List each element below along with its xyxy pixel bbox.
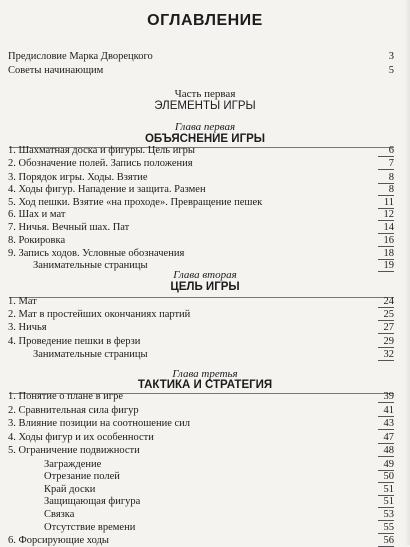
entry-text: 3. Влияние позиции на соотношение сил bbox=[8, 418, 191, 429]
toc-entry[interactable] bbox=[8, 471, 394, 483]
chapter-title: ТАКТИКА И СТРАТЕГИЯ bbox=[137, 379, 273, 391]
part-title: ЭЛЕМЕНТЫ ИГРЫ bbox=[154, 100, 256, 112]
entry-page-number: 11 bbox=[383, 197, 394, 208]
page-number-rule bbox=[378, 220, 394, 221]
entry-text: 5. Ограничение подвижности bbox=[8, 445, 140, 456]
entry-text: 3. Порядок игры. Ходы. Взятие bbox=[8, 172, 148, 183]
page-number-rule bbox=[378, 402, 394, 403]
chapter-label: Глава первая bbox=[174, 121, 236, 133]
entry-text: 8. Рокировка bbox=[8, 235, 66, 246]
toc-entry[interactable] bbox=[8, 248, 394, 260]
page-number-rule bbox=[378, 246, 394, 247]
entry-page-number: 53 bbox=[383, 509, 394, 520]
entry-page-number: 39 bbox=[383, 391, 394, 402]
toc-entry[interactable] bbox=[8, 336, 394, 348]
page-number-rule bbox=[378, 347, 394, 348]
page-number-rule bbox=[378, 443, 394, 444]
page-number-rule bbox=[378, 320, 394, 321]
page-number-rule bbox=[378, 195, 394, 196]
entry-text: 1. Шахматная доска и фигуры. Цель игры bbox=[8, 145, 195, 156]
page-number-rule bbox=[378, 416, 394, 417]
entry-text: Советы начинающим bbox=[8, 65, 104, 76]
entry-text: Отсутствие времени bbox=[44, 522, 136, 533]
entry-page-number: 5 bbox=[388, 65, 394, 76]
toc-entry[interactable] bbox=[8, 484, 394, 496]
front-matter-entry[interactable] bbox=[8, 65, 394, 77]
toc-entry[interactable] bbox=[8, 432, 394, 444]
toc-entry[interactable] bbox=[8, 522, 394, 534]
entry-text: 4. Ходы фигур. Нападение и защита. Размен bbox=[8, 184, 206, 195]
chapter-title: ЦЕЛЬ ИГРЫ bbox=[170, 281, 240, 293]
page-number-rule bbox=[378, 482, 394, 483]
page-number-rule bbox=[378, 520, 394, 521]
chapter-label: Глава вторая bbox=[173, 269, 237, 281]
toc-entry[interactable] bbox=[8, 496, 394, 508]
page-number-rule bbox=[378, 233, 394, 234]
page-number-rule bbox=[378, 307, 394, 308]
entry-text: 1. Понятие о плане в игре bbox=[8, 391, 123, 402]
toc-entry[interactable] bbox=[8, 418, 394, 430]
entry-page-number: 12 bbox=[383, 209, 394, 220]
entry-text: 5. Ход пешки. Взятие «на проходе». Превращение пешек bbox=[8, 197, 263, 208]
toc-entry[interactable] bbox=[8, 535, 394, 547]
entry-page-number: 8 bbox=[388, 172, 394, 183]
entry-page-number: 7 bbox=[388, 158, 394, 169]
toc-entry[interactable] bbox=[8, 145, 394, 157]
entry-text: Занимательные страницы bbox=[33, 349, 148, 360]
entry-text: 2. Мат в простейших окончаниях партий bbox=[8, 309, 191, 320]
entry-page-number: 25 bbox=[383, 309, 394, 320]
toc-entry[interactable] bbox=[8, 172, 394, 184]
entry-text: 4. Проведение пешки в ферзи bbox=[8, 336, 141, 347]
toc-entry[interactable] bbox=[8, 509, 394, 521]
entry-text: 6. Форсирующие ходы bbox=[8, 535, 109, 546]
page-number-rule bbox=[378, 507, 394, 508]
entry-page-number: 3 bbox=[388, 51, 394, 62]
entry-text: Связка bbox=[44, 509, 75, 520]
entry-text: 4. Ходы фигур и их особенности bbox=[8, 432, 154, 443]
toc-entry[interactable] bbox=[8, 309, 394, 321]
entry-text: 7. Ничья. Вечный шах. Пат bbox=[8, 222, 130, 233]
page-number-rule bbox=[378, 333, 394, 334]
entry-page-number: 6 bbox=[388, 145, 394, 156]
entry-page-number: 47 bbox=[383, 432, 394, 443]
toc-entry[interactable] bbox=[8, 184, 394, 196]
entry-page-number: 55 bbox=[383, 522, 394, 533]
entry-page-number: 51 bbox=[383, 496, 394, 507]
entry-page-number: 14 bbox=[383, 222, 394, 233]
front-matter-entry[interactable] bbox=[8, 51, 394, 63]
toc-entry[interactable] bbox=[8, 322, 394, 334]
entry-page-number: 27 bbox=[383, 322, 394, 333]
entry-text: 3. Ничья bbox=[8, 322, 47, 333]
entry-text: 2. Сравнительная сила фигур bbox=[8, 405, 139, 416]
entry-text: Предисловие Марка Дворецкого bbox=[8, 51, 153, 62]
entry-page-number: 51 bbox=[383, 484, 394, 495]
entry-page-number: 18 bbox=[383, 248, 394, 259]
entry-page-number: 32 bbox=[383, 349, 394, 360]
chapter-title: ОБЪЯСНЕНИЕ ИГРЫ bbox=[144, 133, 266, 145]
toc-entry[interactable] bbox=[8, 296, 394, 308]
entry-page-number: 24 bbox=[383, 296, 394, 307]
entry-page-number: 29 bbox=[383, 336, 394, 347]
toc-entry[interactable] bbox=[8, 405, 394, 417]
entry-page-number: 8 bbox=[388, 184, 394, 195]
page-title: ОГЛАВЛЕНИЕ bbox=[147, 12, 263, 29]
entry-text: 2. Обозначение полей. Запись положения bbox=[8, 158, 193, 169]
page-number-rule bbox=[378, 456, 394, 457]
entry-text: 9. Запись ходов. Условные обозначения bbox=[8, 248, 185, 259]
page-edge-shadow bbox=[404, 0, 410, 545]
entry-text: Защищающая фигура bbox=[44, 496, 141, 507]
part-label: Часть первая bbox=[174, 88, 236, 100]
toc-entry[interactable] bbox=[8, 391, 394, 403]
page-number-rule bbox=[378, 169, 394, 170]
entry-page-number: 41 bbox=[383, 405, 394, 416]
entry-page-number: 49 bbox=[383, 459, 394, 470]
entry-text: Занимательные страницы bbox=[33, 260, 148, 271]
entry-page-number: 43 bbox=[383, 418, 394, 429]
entry-text: Край доски bbox=[44, 484, 96, 495]
toc-entry[interactable] bbox=[8, 445, 394, 457]
chapter-label: Глава третья bbox=[172, 368, 238, 380]
toc-entry[interactable] bbox=[8, 158, 394, 170]
entry-text: 6. Шах и мат bbox=[8, 209, 66, 220]
entry-text: Отрезание полей bbox=[44, 471, 120, 482]
entry-page-number: 16 bbox=[383, 235, 394, 246]
entry-page-number: 48 bbox=[383, 445, 394, 456]
entry-page-number: 50 bbox=[383, 471, 394, 482]
toc-entry[interactable] bbox=[8, 349, 394, 361]
toc-entry[interactable] bbox=[8, 235, 394, 247]
toc-entry[interactable] bbox=[8, 222, 394, 234]
toc-entry[interactable] bbox=[8, 209, 394, 221]
page-number-rule bbox=[378, 156, 394, 157]
entry-text: 1. Мат bbox=[8, 296, 37, 307]
page-number-rule bbox=[378, 360, 394, 361]
page-number-rule bbox=[378, 429, 394, 430]
entry-page-number: 19 bbox=[383, 260, 394, 271]
toc-entry[interactable] bbox=[8, 197, 394, 209]
entry-page-number: 56 bbox=[383, 535, 394, 546]
toc-entry[interactable] bbox=[8, 459, 394, 471]
page-number-rule bbox=[378, 533, 394, 534]
entry-text: Заграждение bbox=[44, 459, 102, 470]
